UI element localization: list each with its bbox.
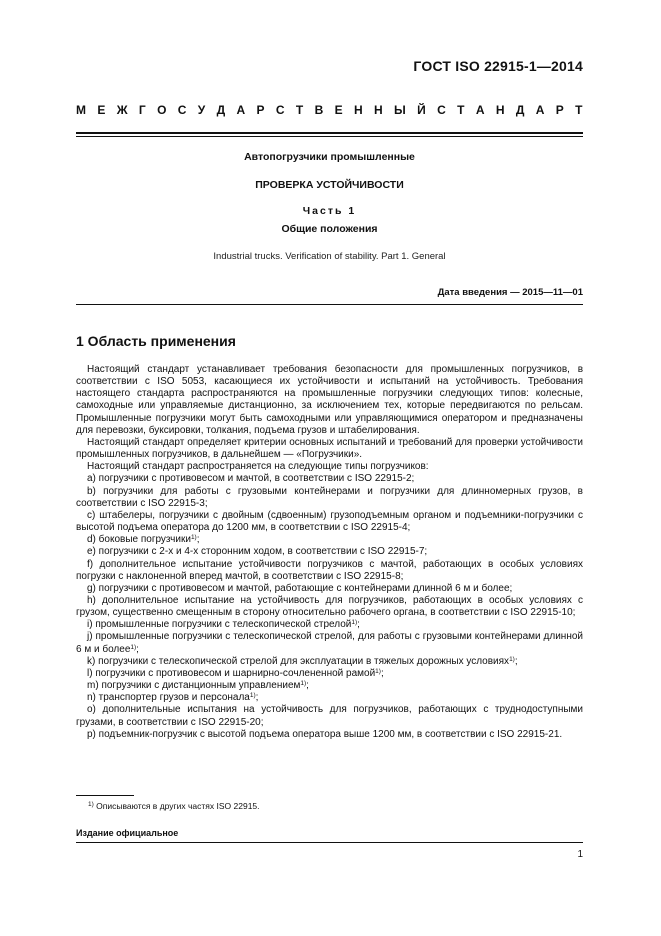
list-item-h: h) дополнительное испытание на устойчивость для погрузчиков, работающих в особых условиях с грузом, существенно смещенным в сторону относительно рабочего органа, в соответствии с ISO 22915-10; xyxy=(76,594,583,619)
list-item-p: p) подъемник-погрузчик с высотой подъема оператора выше 1200 мм, в соответствии с ISO 22915-21. xyxy=(87,728,563,740)
introduction-rule xyxy=(76,304,583,305)
list-item-l-end: ; xyxy=(380,667,384,679)
footnote-ref: 1) xyxy=(509,655,515,663)
footnote xyxy=(76,801,260,811)
list-item-l-text: l) погрузчики с противовесом и шарнирно-сочлененной рамой xyxy=(87,667,376,679)
footnote-ref: 1) xyxy=(190,534,197,542)
list-item-j-end: ; xyxy=(136,643,139,655)
title-part: Часть 1 xyxy=(302,205,357,217)
header-rule-thick xyxy=(76,132,583,134)
list-item-m-text: m) погрузчики с дистанционным управлением xyxy=(87,680,301,692)
list-item-c: c) штабелеры, погрузчики с двойным (сдвоенным) грузоподъемным органом и подъемники-погрузчики с высотой подъема оператора до 1200 мм, в соответствии с ISO 22915-4; xyxy=(76,509,583,534)
document-code: ГОСТ ISO 22915-1—2014 xyxy=(413,58,583,74)
footnote-rule xyxy=(76,795,134,796)
title-english: Industrial trucks. Verification of stability. Part 1. General xyxy=(213,251,446,262)
paragraph-criteria: Настоящий стандарт определяет критерии основных испытаний и требований для проверки устойчивости промышленных погрузчиков, в дальнейшем — «Погрузчики». xyxy=(76,436,583,461)
introduction-date: Дата введения — 2015—11—01 xyxy=(437,287,583,298)
footnote-mark: 1) xyxy=(88,801,94,808)
list-item-g: g) погрузчики с противовесом и мачтой, работающие с контейнерами длинной 6 м и более; xyxy=(87,582,513,594)
footnote-ref: 1) xyxy=(130,643,137,651)
list-item-e: e) погрузчики с 2-х и 4-х сторонним ходом, в соответствии с ISO 22915-7; xyxy=(87,546,428,558)
list-item-m-end: ; xyxy=(306,680,309,692)
list-item-j-text: j) промышленные погрузчики с телескопической стрелой, для работы с грузовыми контейнерами длинной 6 м и более xyxy=(76,631,583,655)
footnote-ref: 1) xyxy=(375,667,381,675)
list-item-d xyxy=(76,534,583,546)
paragraph-types-intro: Настоящий стандарт распространяется на следующие типы погрузчиков: xyxy=(87,461,429,473)
list-item-m xyxy=(76,680,583,692)
list-item-o: o) дополнительные испытания на устойчивость для погрузчиков, работающих с труднодоступными грузами, в соответствии с ISO 22915-20; xyxy=(76,704,583,728)
footnote-ref: 1) xyxy=(300,680,307,688)
list-item-i-end: ; xyxy=(357,619,360,631)
section-title: 1 Область применения xyxy=(76,333,236,349)
title-subtitle: Общие положения xyxy=(281,223,378,235)
footnote-ref: 1) xyxy=(351,619,358,627)
title-main: ПРОВЕРКА УСТОЙЧИВОСТИ xyxy=(255,179,404,191)
footnote-ref: 1) xyxy=(249,692,256,700)
list-item-a: a) погрузчики с противовесом и мачтой, в соответствии с ISO 22915-2; xyxy=(87,473,415,485)
list-item-n-end: ; xyxy=(255,692,259,704)
list-item-d-end: ; xyxy=(196,534,200,546)
footnote-text: Описываются в других частях ISO 22915. xyxy=(93,801,260,811)
list-item-n-text: n) транспортер грузов и персонала xyxy=(87,692,250,704)
list-item-j xyxy=(76,631,583,655)
footer-rule xyxy=(76,842,583,843)
list-item-b: b) погрузчики для работы с грузовыми контейнерами и погрузчики для длинномерных грузов, в соответствии с ISO 22915-3; xyxy=(76,485,583,509)
list-item-i-text: i) промышленные погрузчики с телескопической стрелой xyxy=(87,619,352,631)
list-item-i xyxy=(76,619,583,631)
standard-banner: М Е Ж Г О С У Д А Р С Т В Е Н Н Ы Й С Т А Н Д А Р Т xyxy=(76,103,583,117)
page-number: 1 xyxy=(577,849,583,860)
list-item-k-text: k) погрузчики с телескопической стрелой для эксплуатации в тяжелых дорожных условиях xyxy=(87,655,510,667)
list-item-f: f) дополнительное испытание устойчивости погрузчиков с мачтой, работающих в особых условиях погрузки с наклоненной вперед мачтой, в соответствии с ISO 22915-8; xyxy=(76,558,583,582)
paragraph-scope: Настоящий стандарт устанавливает требования безопасности для промышленных погрузчиков, в соответствии с ISO 5053, касающиеся их устойчивости и испытаний на устойчивость. Требования настоящего стандарта распространяются на промышленные погрузчики следующих типов: колесные, самоходные или управляемые дистанционно, за исключением тех, которые передвигаются по рельсам. Промышленные погрузчики могут быть самоходными или управляющимися оператором и предназначены для перевозки, буксировки, толкания, подъема грузов и штабелирования. xyxy=(76,364,583,436)
title-subject: Автопогрузчики промышленные xyxy=(244,151,415,163)
list-item-d-text: d) боковые погрузчики xyxy=(87,534,191,546)
list-item-n xyxy=(76,692,583,704)
list-item-k-end: ; xyxy=(514,655,518,667)
header-rule-thin xyxy=(76,136,583,137)
section-body xyxy=(76,364,583,741)
list-item-k xyxy=(76,656,583,668)
official-edition-label: Издание официальное xyxy=(76,828,179,838)
list-item-l xyxy=(76,668,583,680)
